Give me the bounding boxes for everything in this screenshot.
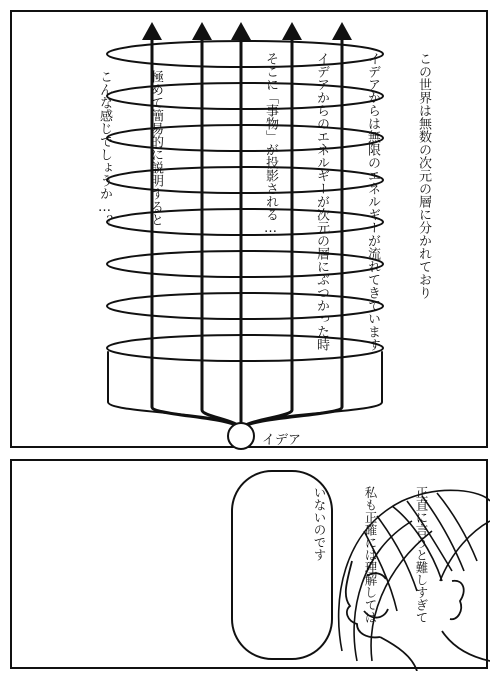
idea-label: イデア: [262, 433, 302, 448]
idea-circle: [228, 423, 254, 449]
character-panel: [10, 459, 488, 669]
caption-line-1: 極めて簡易的に説明すると: [148, 70, 163, 226]
narration-line-2: イデアからは無限のエネルギーが流れてきています: [365, 52, 380, 351]
arrowhead-1: [142, 22, 162, 40]
arrowhead-4: [282, 22, 302, 40]
arrowhead-3: [231, 22, 251, 40]
arrowhead-2: [192, 22, 212, 40]
arrowhead-5: [332, 22, 352, 40]
speech-text: [277, 486, 464, 624]
caption-line-2: こんな感じでしょうか…？: [97, 70, 112, 228]
narration-line-1: この世界は無数の次元の層に分かれており: [416, 52, 431, 299]
speech-line-1: 正直に言うと難しすぎて: [414, 486, 429, 624]
narration-line-3: イデアからのエネルギーが次元の層にぶつかった時: [314, 52, 329, 351]
diagram-panel: [10, 10, 488, 448]
speech-line-3: いないのです: [312, 486, 327, 561]
caption-text: [62, 70, 198, 228]
speech-line-2: 私も正確には理解しては: [363, 486, 378, 624]
narration-line-4: そこに「事物」が投影される…: [263, 52, 278, 236]
narration-text: [228, 52, 466, 392]
